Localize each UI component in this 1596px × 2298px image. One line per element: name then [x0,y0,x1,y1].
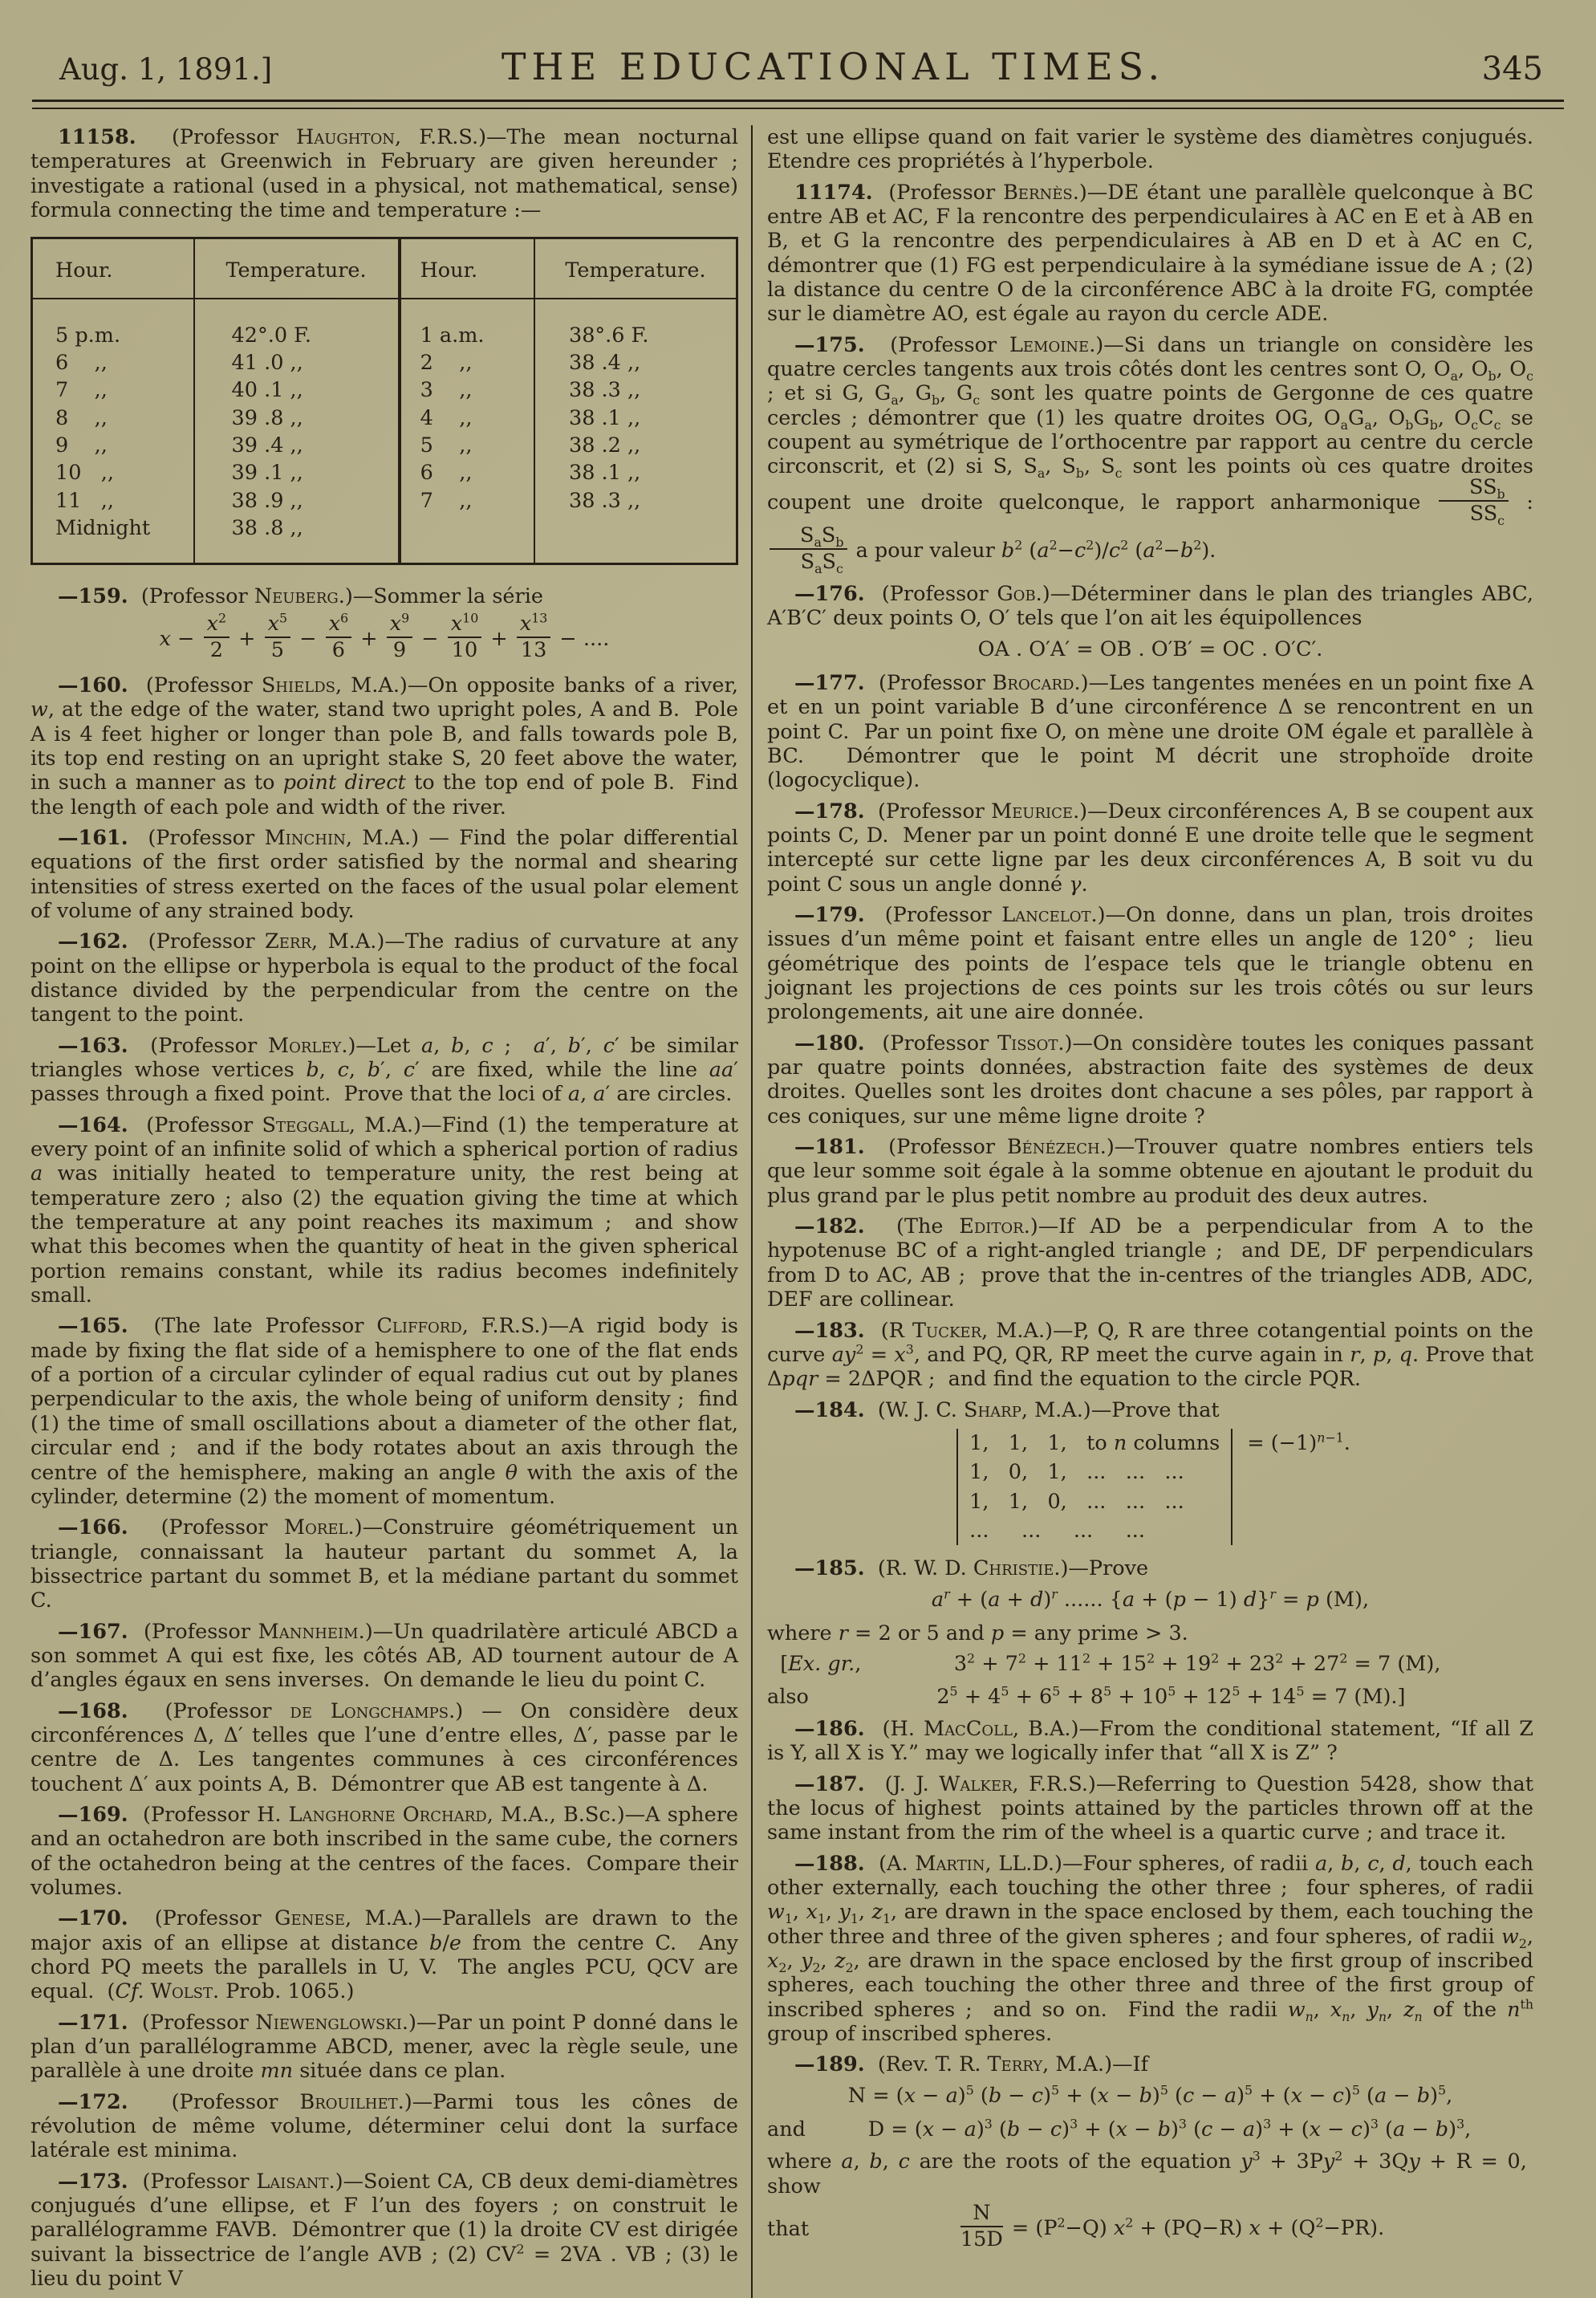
labeled-formula-row [767,2117,1533,2141]
table-cell: 40 .1 ,, [194,376,400,404]
table-row [32,299,737,349]
problem-text: (Professor Lemoine.)—Si dans un triangle on considère les quatre cercles tangents aux trois côtés dont les centres sont O, $O_a$, $O_b$, $O_c$ ; et si G, $G_a$, $G_b$, $G_c$ sont les quatre points de Gergonne de ces quatre cercles ; démontrer que (1) les quatre droites OG, $O_aG_a$, $O_bG_b$, $O_cC_c$ se coupent au symétrique de l’orthocentre par rapport au centre du cercle circonscrit, et (2) si S, $S_a$, $S_b$, $S_c$ sont les points où ces quatre droites coupent une droite quelconque, le rapport anharmonique $SS_b$ $SS_c$ : $S_aS_b$ $S_aS_c$ a pour valeur $b^2$ $(a^2-c^2)/c^2$ $(a^2-b^2)$. [767,332,1533,576]
problem-text: (Professor Meurice.)—Deux circonférences A, B se coupent aux points C, D. Mener par un point donné E une droite telle que le segment intercepté sur cette ligne par les deux circonférences A, B soit vu du point C sous un angle donné γ. [767,799,1533,897]
determinant-row: 1, 1, 0, ... ... ... [969,1489,1184,1514]
table-header-cell: Temperature. [194,238,400,299]
problem-text: (H. MacColl, B.A.)—From the conditional statement, “If all Z is Y, all X is Y.” may we logically infer that “all X is Z” ? [767,1716,1533,1766]
page-number: 345 [1481,51,1543,87]
problem-number: —159. [58,584,128,609]
problem-paragraph [767,1717,1533,1766]
problem-number: 11158. [58,125,136,149]
problem-text: (Professor H. Langhorne Orchard, M.A., B.Sc.)—A sphere and an octahedron are both inscribed in the same cube, the corners of the octahedron being at the centres of the faces. Compare their volumes. [30,1802,738,1900]
problem-number: —187. [794,1771,865,1796]
issue-date: Aug. 1, 1891.] [59,52,273,87]
problem-paragraph [30,1314,738,1509]
determinant-rhs: = $(-1)^{n-1}$. [1247,1430,1350,1455]
problem-text: (Professor Niewenglowski.)—Par un point P donné dans le plan d’un parallélogramme ABCD, mener, avec la règle seule, une parallèle à une droite mn située dans ce plan. [30,2010,738,2084]
problem-number: —173. [58,2169,128,2194]
problem-number: —165. [58,1314,128,1339]
problem-paragraph [30,929,738,1027]
table-cell: 41 .0 ,, [194,349,400,376]
problem-number: —163. [58,1033,128,1058]
table-row [32,487,737,515]
problem-number: —166. [58,1515,128,1540]
problem-paragraph [30,584,738,608]
table-cell: 6 ,, [32,349,194,376]
problem-text: (Professor Haughton, F.R.S.)—The mean nocturnal temperatures at Greenwich in February are given hereunder ; investigate a rational (used in a physical, not mathematical, sense) formula connecting the time and temperature :— [30,125,738,223]
table-cell [400,515,534,564]
problem-text: (Professor Tissot.)—On considère toutes les coniques passant par quatre points données, abstraction faite des systèmes de deux droites. Quelles sont les droites dont chacune a ses pôles, par rapport à ces coniques, sur une même ligne droite ? [767,1031,1534,1129]
problem-text: (Professor Steggall, M.A.)—Find (1) the temperature at every point of an infinite solid of which a spherical portion of radius a was initially heated to temperature unity, the rest being at temperature zero ; also (2) the equation giving the time at which the temperature at any point reaches its maximum ; and show what this becomes when the quantity of heat in the given spherical portion remains constant, while its radius becomes indefinitely small. [30,1112,738,1308]
problem-number: —188. [794,1851,865,1876]
problem-paragraph [30,1113,738,1308]
table-cell: 3 ,, [400,376,534,404]
problem-number: —170. [58,1906,128,1931]
problem-number: —186. [794,1716,865,1741]
table-header-cell: Hour. [32,238,194,299]
determinant-right-bar [1231,1429,1233,1545]
formula-block: $\frac{N}{15D}$ = $(P^2-Q) x^2 + (PQ-R) x + (Q^2-PR)$. [960,2201,1385,2252]
problem-paragraph [767,1852,1533,2047]
table-row [32,376,737,404]
table-cell: 11 ,, [32,487,194,515]
formula-label: and [767,2117,806,2142]
problem-text: (Professor Bénézech.)—Trouver quatre nombres entiers tels que leur somme soit égale à la somme obtenue en ajoutant le produit du plus grand par le plus petit nombre au produit des deux autres. [767,1135,1534,1208]
formula-label: that [767,2217,810,2241]
problem-text: (Professor Morel.)—Construire géométriquement un triangle, connaissant la hauteur partant du sommet A, la bissectrice partant du sommet B, et la médiane partant du sommet C. [30,1515,738,1613]
problem-number: —167. [58,1619,128,1644]
problem-paragraph [767,2150,1533,2198]
problem-paragraph [767,1621,1533,1645]
right-column [753,125,1533,2298]
temperature-table [30,237,738,565]
table-cell: 7 ,, [32,376,194,404]
table-cell: 6 ,, [400,459,534,486]
header-double-rule [32,100,1564,109]
problem-number: —178. [794,799,865,824]
table-cell: 39 .1 ,, [194,459,400,486]
problem-paragraph [767,1398,1533,1422]
table-cell: 38 .4 ,, [568,351,641,376]
problem-number: —168. [58,1698,128,1723]
problem-paragraph [767,2052,1533,2076]
table-cell: 38 .3 ,, [568,488,641,513]
problem-text: est une ellipse quand on fait varier le système des diamètres conjugués. Etendre ces propriétés à l’hyperbole. [767,125,1533,174]
problem-text: (R Tucker, M.A.)—P, Q, R are three cotangential points on the curve $ay^2 = x^3$, and PQ, QR, RP meet the curve again in r, p, q. Prove that Δpqr = 2ΔPQR ; and find the equation to the circle PQR. [767,1318,1534,1392]
table-cell: 39 .4 ,, [194,432,400,459]
table-cell: 38 .1 ,, [568,405,641,430]
problem-paragraph [30,2011,738,2084]
table-cell: 1 a.m. [400,299,534,349]
problem-paragraph [767,333,1533,576]
formula-block: $3^2 + 7^2 + 11^2 + 15^2 + 19^2 + 23^2 + 27^2 = 7$ (M), [953,1650,1441,1677]
determinant-row: 1, 1, 1, to n columns [969,1430,1220,1455]
problem-paragraph [767,1556,1533,1580]
problem-text: where a, b, c are the roots of the equation $y^3 + 3Py^2 + 3Qy + R = 0$, show [767,2148,1533,2198]
table-cell: 4 ,, [400,405,534,432]
labeled-formula-row [767,1652,1533,1676]
problem-paragraph [767,1772,1533,1845]
problem-text: (The Editor.)—If AD be a perpendicular from A to the hypotenuse BC of a right-angled triangle ; and DE, DF perpendiculars from D to AC, AB ; prove that the in-centres of the triangles ADB, ADC, DEF are collinear. [767,1214,1534,1312]
determinant-row: 1, 0, 1, ... ... ... [969,1460,1184,1485]
problem-number: —169. [58,1802,128,1827]
columns [30,125,1566,2298]
problem-paragraph [30,1906,738,2003]
table-cell: 8 ,, [32,405,194,432]
formula-block: OA . O′A′ = OB . O′B′ = OC . O′C′. [977,637,1323,661]
problem-number: —162. [58,929,128,954]
formula-block: $N = (x - a)^5$ $(b - c)^5 + (x - b)^5$ $(c - a)^5 + (x - c)^5$ $(a - b)^5$, [847,2082,1453,2108]
formula-block: $2^5 + 4^5 + 6^5 + 8^5 + 10^5 + 12^5 + 14^5 = 7$ (M).] [936,1683,1406,1709]
table-cell: 5 p.m. [32,299,194,349]
problem-text: (Professor Morley.)—Let a, b, c ; a′, b′, c′ be similar triangles whose vertices b, c, b′, c′ are fixed, while the line aa′ passes through a fixed point. Prove that the loci of a, a′ are circles. [30,1033,738,1107]
table-header-cell: Hour. [400,238,534,299]
table-cell: 38 .8 ,, [194,515,400,564]
left-column [30,125,751,2298]
problem-paragraph [767,903,1533,1025]
determinant-block [767,1429,1533,1545]
table-cell: 5 ,, [400,432,534,459]
problem-text: (Professor Zerr, M.A.)—The radius of curvature at any point on the ellipse or hyperbola is equal to the product of the focal distance divided by the perpendicular from the centre on the tangent to the point. [30,929,738,1027]
table-cell: 10 ,, [32,459,194,486]
problem-paragraph [767,1031,1533,1129]
problem-text: (Professor Shields, M.A.)—On opposite banks of a river, w, at the edge of the water, stand two upright poles, A and B. Pole A is 4 feet higher or longer than pole B, and falls towards pole B, its top end resting on an upright stake S, 20 feet above the water, in such a manner as to point direct to the top end of pole B. Find the length of each pole and width of the river. [30,673,738,820]
formula-label: also [767,1684,809,1709]
problem-paragraph [30,1699,738,1796]
table-cell: Midnight [32,515,194,564]
table-cell: 9 ,, [32,432,194,459]
problem-text: (Professor Brocard.)—Les tangentes menées en un point fixe A et en un point variable B d’une circonférence Δ se rencontrent en un point C. Par un point fixe O, on mène une droite OM égale et parallèle à BC. Démontrer que le point M décrit une strophoïde droite (logocyclique). [767,670,1533,793]
formula-block: x − $\frac{x^2}{2}$ + $\frac{x^5}{5}$ − $\frac{x^6}{6}$ + $\frac{x^9}{9}$ − $\frac{x^{10}}{10}$ + $\frac{x^{13}}{13}$ − .... [159,610,610,662]
table-row [32,405,737,432]
problem-number: —161. [58,825,128,850]
problem-text: (The late Professor Clifford, F.R.S.)—A rigid body is made by fixing the flat side of a hemisphere to one of the flat ends of a portion of a circular cylinder of equal radius cut out by planes perpendicular to the axis, the whole being of uniform density ; find (1) the time of small oscillations about a diameter of the other flat, circular end ; and if the body rotates about an axis through the centre of the hemisphere, making an angle θ with the axis of the cylinder, determine (2) the moment of momentum. [30,1314,738,1509]
problem-paragraph [767,125,1533,174]
table-row [32,349,737,376]
problem-number: —189. [794,2052,865,2077]
problem-text: (Professor de Longchamps.) — On considère deux circonférences Δ, Δ′ telles que l’une d’entre elles, Δ′, passe par le centre de Δ. Les tangentes communes à ces circonférences touchent Δ′ aux points A, B. Démontrer que AB est tangente à Δ. [30,1698,739,1796]
problem-text: (Professor Minchin, M.A.) — Find the polar differential equations of the first order satisfied by the normal and shearing intensities of stress exerted on the faces of the usual polar element of volume of any strained body. [30,825,738,923]
problem-text: (A. Martin, LL.D.)—Four spheres, of radii a, b, c, d, touch each other externally, each touching the other three ; four spheres, of radii $w_1$, $x_1$, $y_1$, $z_1$, are drawn in the space enclosed by them, each touching the other three and three of the given spheres ; and four spheres, of radii $w_2$, $x_2$, $y_2$, $z_2$, are drawn in the space enclosed by the first group of inscribed spheres, each touching the other three and three of the first group of inscribed spheres ; and so on. Find the radii $w_n$, $x_n$, $y_n$, $z_n$ of the $n^{th}$ group of inscribed spheres. [767,1851,1534,2047]
problem-number: —181. [794,1135,865,1160]
problem-number: —183. [794,1318,865,1343]
table-cell: 42°.0 F. [194,299,400,349]
problem-number: —171. [58,2010,128,2035]
problem-number: 11174. [794,180,873,205]
determinant-left-bar [956,1429,958,1545]
problem-paragraph [30,1803,738,1900]
table-row [32,515,737,564]
problem-text: (Professor Neuberg.)—Sommer la série [140,584,543,609]
problem-number: —175. [794,332,865,357]
table-cell: 38 .2 ,, [568,433,641,458]
page-header [30,0,1566,88]
table-cell: 38 .9 ,, [194,487,400,515]
problem-number: —184. [794,1397,865,1422]
formula-block: $a^r + (a + d)^r$ ...... {a + (p − 1) d}$^r$ = p (M), [931,1586,1370,1612]
table-cell: 38 .3 ,, [568,378,641,403]
problem-number: —185. [794,1556,865,1581]
page-title: THE EDUCATIONAL TIMES. [501,45,1166,88]
table-header-row [32,238,737,299]
problem-paragraph [30,2090,738,2163]
problem-text: (W. J. C. Sharp, M.A.)—Prove that [877,1397,1220,1422]
problem-paragraph [30,1515,738,1613]
table-cell: 7 ,, [400,487,534,515]
problem-text: (Professor Bernès.)—DE étant une parallèle quelconque à BC entre AB et AC, F la rencontre des perpendiculaires à AC en E et à AB en B, et G la rencontre des perpendiculaires à AB en D et à AC en C, démontrer que (1) FG est perpendiculaire à la symédiane issue de A ; (2) la distance du centre O de la circonférence ABC à la droite FG, comptée sur le diamètre AO, est égale au rayon du cercle ADE. [767,180,1533,327]
problem-text: (Professor Brouilhet.)—Parmi tous les cônes de révolution de même volume, déterminer celui dont la surface latérale est minima. [30,2089,738,2163]
table-row [32,459,737,486]
problem-paragraph [30,1620,738,1693]
problem-paragraph [767,582,1533,631]
problem-number: —164. [58,1112,128,1137]
problem-paragraph [767,1135,1533,1208]
problem-number: —177. [794,670,865,695]
problem-paragraph [767,1214,1533,1312]
table-cell: 38 .1 ,, [568,461,641,486]
problem-text: (Professor Mannheim.)—Un quadrilatère articulé ABCD a son sommet A qui est fixe, les côtés AB, AD tournent autour de A d’angles égaux en sens inverses. On demande le lieu du point C. [30,1619,738,1693]
problem-number: —180. [794,1031,865,1055]
problem-paragraph [30,2170,738,2292]
problem-paragraph [767,799,1533,897]
problem-number: —179. [794,903,865,927]
problem-paragraph [767,1319,1533,1392]
problem-text: (Professor Genese, M.A.)—Parallels are drawn to the major axis of an ellipse at distance b/e from the centre C. Any chord PQ meets the parallels in U, V. The angles PCU, QCV are equal. (Cf. Wolst. Prob. 1065.) [30,1906,739,2004]
problem-text: (J. J. Walker, F.R.S.)—Referring to Question 5428, show that the locus of highest points attained by the particles thrown off at the same instant from the rim of the wheel is a quartic curve ; and trace it. [767,1771,1533,1845]
problem-paragraph [30,826,738,923]
problem-text: (Professor Gob.)—Déterminer dans le plan des triangles ABC, A′B′C′ deux points O, O′ tels que l’on ait les équipollences [767,581,1534,631]
table-row [32,432,737,459]
table-cell: 38°.6 F. [568,323,649,348]
problem-paragraph [767,181,1533,327]
problem-paragraph [30,1034,738,1107]
problem-text: where r = 2 or 5 and p = any prime > 3. [767,1621,1188,1645]
table-cell [534,515,737,564]
problem-text: (Rev. T. R. Terry, M.A.)—If [877,2052,1149,2077]
table-cell: 2 ,, [400,349,534,376]
problem-number: —182. [794,1214,865,1239]
problem-paragraph [30,125,738,222]
table-cell: 39 .8 ,, [194,405,400,432]
problem-number: —160. [58,673,128,698]
table-header-cell: Temperature. [534,238,737,299]
problem-text: (Professor Lancelot.)—On donne, dans un plan, trois droites issues d’un même point et faisant entre elles un angle de 120° ; lieu géométrique des points de l’espace tels que le triangle obtenu en joignant les projections de ces points sur les trois côtés ou sur leurs prolongements, ait une aire donnée. [767,903,1534,1025]
problem-text: (Professor Laisant.)—Soient CA, CB deux demi-diamètres conjugués d’une ellipse, et F l’un des foyers ; on construit le parallélogramme FAVB. Démontrer que (1) la droite CV est dirigée suivant la bissectrice de l’angle AVB ; (2) $CV^2 = 2VA$ . VB ; (3) le lieu du point V [30,2169,738,2292]
formula-block: $D = (x - a)^3$ $(b - c)^3 + (x - b)^3$ $(c - a)^3 + (x - c)^3$ $(a - b)^3$, [867,2116,1472,2142]
problem-text: (R. W. D. Christie.)—Prove [877,1556,1149,1581]
determinant-row: ... ... ... ... [969,1518,1146,1543]
labeled-formula-row [767,2201,1533,2253]
problem-paragraph [30,673,738,820]
problem-paragraph [767,671,1533,793]
labeled-formula-row [767,1685,1533,1709]
problem-number: —172. [58,2089,128,2114]
problem-number: —176. [794,581,865,606]
formula-label: [Ex. gr., [767,1652,862,1677]
